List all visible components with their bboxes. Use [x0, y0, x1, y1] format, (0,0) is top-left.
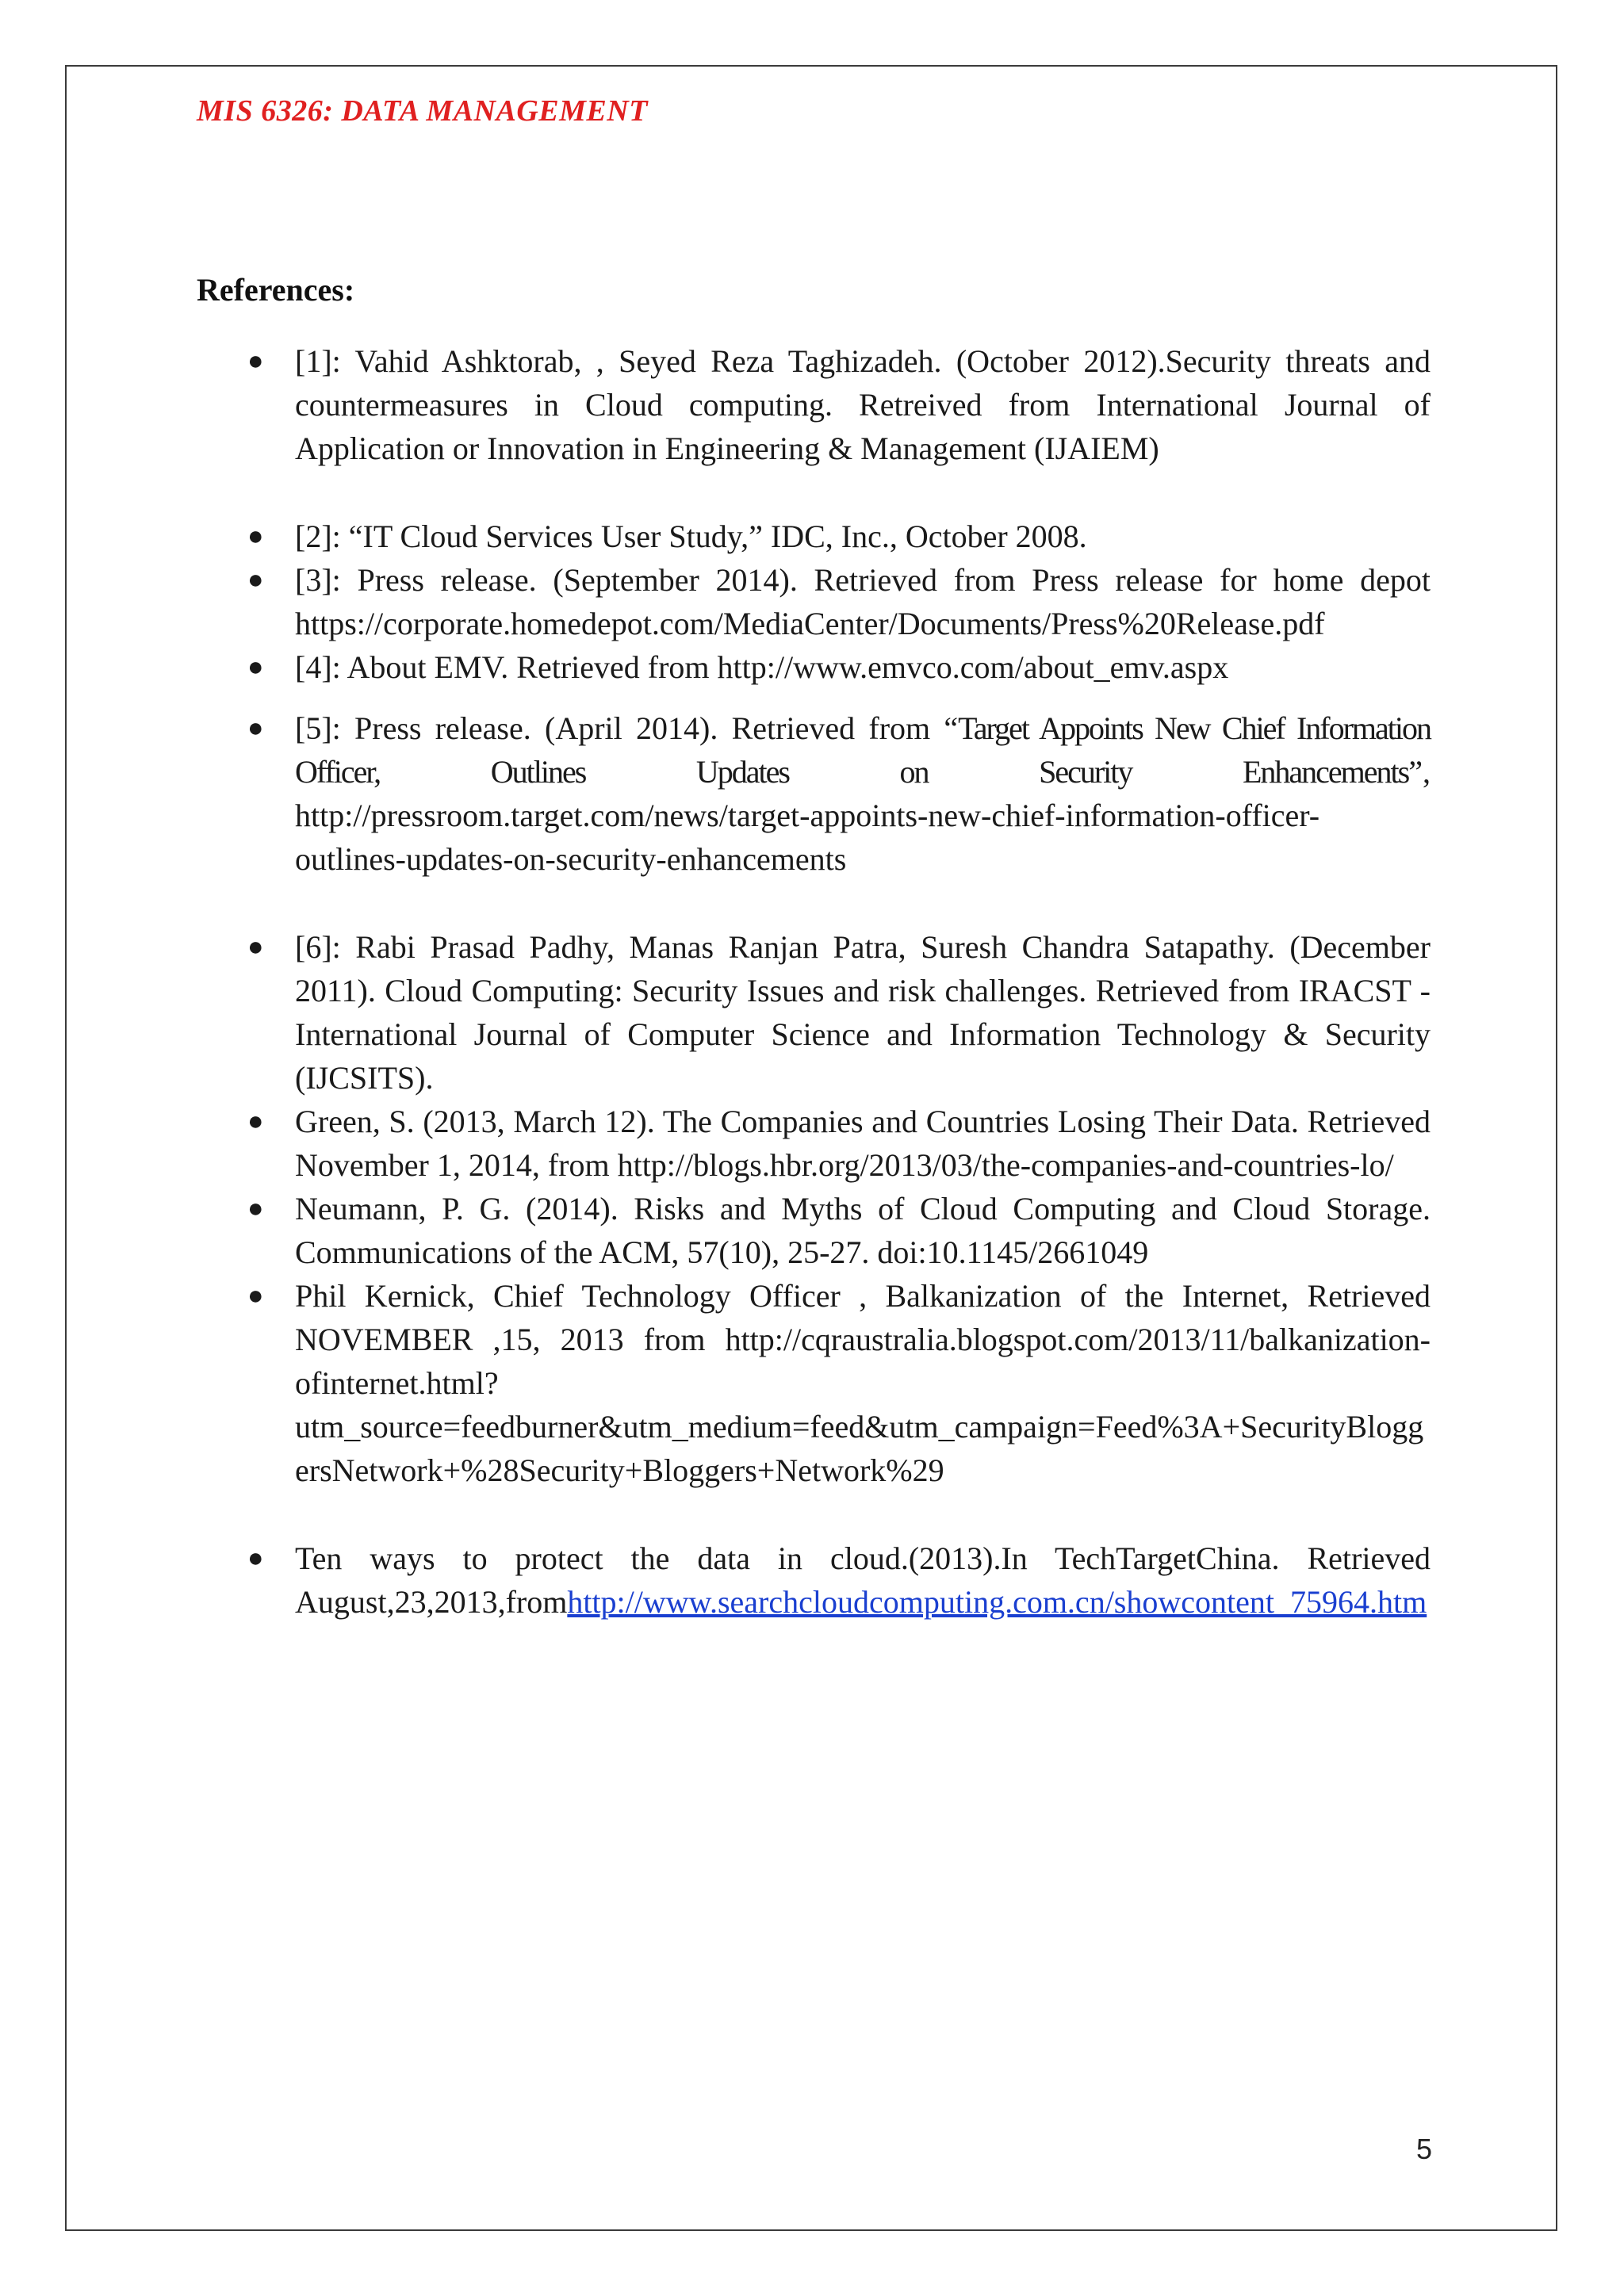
reference-item-4: [197, 645, 1431, 689]
references-heading: References:: [197, 272, 355, 308]
reference-item-7: [197, 1100, 1431, 1187]
reference-text: [3]: Press release. (September 2014). Retrieved from Press release for home depot https://corporate.homedepot.com/MediaCenter/Documents/Press%20Release.pdf: [295, 562, 1431, 641]
press-release-title: Target Appoints New Chief Information Officer, Outlines Updates on Security Enhancements: [295, 710, 1431, 790]
reference-text: Phil Kernick, Chief Technology Officer , Balkanization of the Internet, Retrieved NOVEMBER ,15, 2013 from http://cqraustralia.blogspot.com/2013/11/balkanization-ofinternet.html?utm_source=feedburner&utm_medium=feed&utm_campaign=Feed%3A+SecurityBloggersNetwork+%28Security+Bloggers+Network%29: [295, 1278, 1431, 1488]
course-header: MIS 6326: DATA MANAGEMENT: [197, 94, 648, 128]
reference-item-5: [197, 706, 1431, 881]
bullet-icon: ●: [247, 932, 264, 962]
reference-text: Green, S. (2013, March 12). The Companies and Countries Losing Their Data. Retrieved November 1, 2014, from http://blogs.hbr.org/2013/03/the-companies-and-countries-lo/: [295, 1104, 1431, 1183]
reference-text-suffix: ”, http://pressroom.target.com/news/target-appoints-new-chief-information-officer-outlines-updates-on-security-enhancements: [295, 754, 1431, 877]
reference-text: [1]: Vahid Ashktorab, , Seyed Reza Taghizadeh. (October 2012).Security threats and countermeasures in Cloud computing. Retreived from International Journal of Application or Innovation in Engineering & Management (IJAIEM): [295, 343, 1431, 466]
bullet-icon: ●: [247, 1107, 264, 1136]
reference-item-10: [197, 1536, 1431, 1624]
bullet-icon: ●: [247, 346, 264, 376]
bullet-icon: ●: [247, 1194, 264, 1223]
bullet-icon: ●: [247, 565, 264, 595]
reference-text-prefix: Ten ways to protect the data in cloud.(2013).In TechTargetChina. Retrieved August,23,2013,from: [295, 1540, 1431, 1620]
reference-text: Neumann, P. G. (2014). Risks and Myths of Cloud Computing and Cloud Storage. Communications of the ACM, 57(10), 25-27. doi:10.1145/2661049: [295, 1191, 1431, 1270]
reference-text: [6]: Rabi Prasad Padhy, Manas Ranjan Patra, Suresh Chandra Satapathy. (December 2011). Cloud Computing: Security Issues and risk challenges. Retrieved from IRACST - International Journal of Computer Science and Information Technology & Security (IJCSITS).: [295, 929, 1431, 1096]
reference-text: [2]: “IT Cloud Services User Study,” IDC, Inc., October 2008.: [295, 519, 1087, 554]
page-number: 5: [1416, 2133, 1433, 2165]
reference-item-1: [197, 339, 1431, 470]
reference-text: [4]: About EMV. Retrieved from http://www.emvco.com/about_emv.aspx: [295, 649, 1229, 685]
references-list: [197, 339, 1431, 1624]
searchcloudcomputing-link[interactable]: http://www.searchcloudcomputing.com.cn/showcontent_75964.htm: [567, 1584, 1427, 1620]
reference-item-9: [197, 1274, 1431, 1492]
reference-item-6: [197, 925, 1431, 1100]
reference-item-3: [197, 558, 1431, 645]
reference-item-8: [197, 1187, 1431, 1274]
bullet-icon: ●: [247, 1281, 264, 1311]
reference-text-prefix: [5]: Press release. (April 2014). Retrieved from “: [295, 710, 959, 746]
bullet-icon: ●: [247, 522, 264, 551]
reference-item-2: [197, 515, 1431, 558]
bullet-icon: ●: [247, 1544, 264, 1573]
bullet-icon: ●: [247, 652, 264, 682]
bullet-icon: ●: [247, 714, 264, 743]
